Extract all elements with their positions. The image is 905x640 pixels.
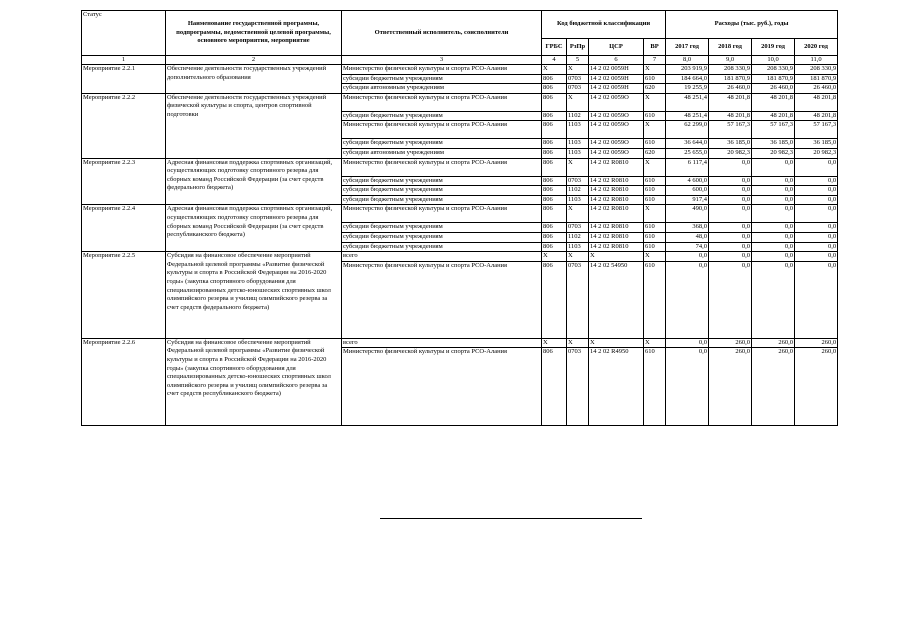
grbs-cell: 806 (542, 223, 567, 233)
index-cell: 3 (342, 56, 542, 65)
value-2017-cell: 25 655,0 (666, 148, 709, 158)
grbs-cell: 806 (542, 93, 567, 111)
csr-cell: 14 2 02 R4950 (589, 348, 644, 426)
grbs-cell: X (542, 65, 567, 75)
table-body (82, 65, 838, 426)
value-2020-cell: 36 185,0 (795, 139, 838, 149)
grbs-cell: 806 (542, 121, 567, 139)
value-2017-cell: 48 251,4 (666, 93, 709, 111)
value-2020-cell: 181 870,9 (795, 74, 838, 84)
value-2020-cell: 57 167,3 (795, 121, 838, 139)
value-2019-cell: 20 982,3 (752, 148, 795, 158)
csr-cell: 14 2 02 0059О (589, 148, 644, 158)
csr-cell: 14 2 02 R0810 (589, 195, 644, 205)
grbs-cell: 806 (542, 148, 567, 158)
table-row (82, 93, 838, 111)
rzpr-cell: X (567, 65, 589, 75)
csr-header: ЦСР (589, 39, 644, 56)
value-2019-cell: 208 330,9 (752, 65, 795, 75)
name-header: Наименование государственной программы, подпрограммы, ведомственной целевой программы, основного мероприятия, мероприятие (166, 11, 342, 56)
vr-cell: X (644, 93, 666, 111)
rzpr-cell: 0703 (567, 84, 589, 94)
value-2018-cell: 36 185,0 (709, 139, 752, 149)
status-cell: Мероприятие 2.2.6 (82, 338, 166, 426)
rzpr-cell: 1102 (567, 111, 589, 121)
vr-cell: 610 (644, 74, 666, 84)
vr-cell: X (644, 121, 666, 139)
grbs-cell: 806 (542, 205, 567, 223)
value-2017-cell: 36 644,0 (666, 139, 709, 149)
csr-cell: 14 2 02 R0810 (589, 232, 644, 242)
budget-table (81, 10, 838, 426)
value-2018-cell: 260,0 (709, 338, 752, 348)
rzpr-cell: 0703 (567, 261, 589, 338)
year-2019-header: 2019 год (752, 39, 795, 56)
measure-name-cell: Субсидия на финансовое обеспечение мероприятий Федеральной целевой программы «Развитие физической культуры и спорта в Российской Федерации на 2016-2020 годы» (закупка спортивного оборудования для специализированных детско-юношеских спортивных школ олимпийского резерва и училищ олимпийского резерва за счет средств федерального бюджета) (166, 252, 342, 339)
value-2017-cell: 184 664,0 (666, 74, 709, 84)
rzpr-cell: 1103 (567, 139, 589, 149)
value-2019-cell: 0,0 (752, 242, 795, 252)
value-2020-cell: 0,0 (795, 242, 838, 252)
value-2020-cell: 48 201,8 (795, 111, 838, 121)
executor-cell: субсидии бюджетным учреждениям (342, 186, 542, 196)
value-2018-cell: 260,0 (709, 348, 752, 426)
value-2020-cell: 0,0 (795, 232, 838, 242)
vr-cell: 610 (644, 195, 666, 205)
value-2020-cell: 20 982,3 (795, 148, 838, 158)
value-2020-cell: 48 201,8 (795, 93, 838, 111)
value-2019-cell: 0,0 (752, 158, 795, 176)
vr-cell: 610 (644, 242, 666, 252)
csr-cell: 14 2 02 0059О (589, 121, 644, 139)
value-2017-cell: 48,0 (666, 232, 709, 242)
value-2017-cell: 203 919,9 (666, 65, 709, 75)
value-2017-cell: 0,0 (666, 261, 709, 338)
executor-cell: субсидии бюджетным учреждениям (342, 242, 542, 252)
status-cell: Мероприятие 2.2.2 (82, 93, 166, 158)
measure-name-cell: Обеспечение деятельности государственных учреждений дополнительного образования (166, 65, 342, 94)
csr-cell: 14 2 02 R0810 (589, 186, 644, 196)
rzpr-cell: 0703 (567, 223, 589, 233)
grbs-cell: 806 (542, 186, 567, 196)
executor-cell: субсидии бюджетным учреждениям (342, 111, 542, 121)
rzpr-cell: X (567, 205, 589, 223)
value-2018-cell: 48 201,8 (709, 111, 752, 121)
value-2020-cell: 0,0 (795, 158, 838, 176)
value-2018-cell: 0,0 (709, 242, 752, 252)
executor-cell: Министерство физической культуры и спорта РСО-Алания (342, 158, 542, 176)
vr-cell: 610 (644, 186, 666, 196)
executor-cell: Министерство физической культуры и спорта РСО-Алания (342, 348, 542, 426)
measure-name-cell: Адресная финансовая поддержка спортивных организаций, осуществляющих подготовку спортивного резерва для сборных команд Российской Федерации (за счет средств федерального бюджета) (166, 158, 342, 205)
table-row (82, 158, 838, 176)
vr-cell: X (644, 158, 666, 176)
value-2018-cell: 0,0 (709, 158, 752, 176)
value-2019-cell: 0,0 (752, 223, 795, 233)
vr-cell: X (644, 252, 666, 262)
value-2020-cell: 260,0 (795, 348, 838, 426)
csr-cell: 14 2 02 R0810 (589, 205, 644, 223)
measure-name-cell: Обеспечение деятельности государственных учреждений физической культуры и спорта, центров спортивной подготовки (166, 93, 342, 158)
kbk-header: Код бюджетной классификации (542, 11, 666, 39)
value-2020-cell: 208 330,9 (795, 65, 838, 75)
index-cell: 11,0 (795, 56, 838, 65)
status-header: Статус (82, 11, 166, 56)
value-2017-cell: 0,0 (666, 338, 709, 348)
value-2017-cell: 19 255,9 (666, 84, 709, 94)
grbs-cell: 806 (542, 348, 567, 426)
status-cell: Мероприятие 2.2.1 (82, 65, 166, 94)
value-2020-cell: 0,0 (795, 261, 838, 338)
value-2017-cell: 62 299,0 (666, 121, 709, 139)
vr-cell: 610 (644, 261, 666, 338)
executor-cell: субсидии автономным учреждениям (342, 84, 542, 94)
value-2017-cell: 0,0 (666, 252, 709, 262)
index-cell: 4 (542, 56, 567, 65)
value-2020-cell: 0,0 (795, 186, 838, 196)
value-2018-cell: 0,0 (709, 232, 752, 242)
grbs-cell: 806 (542, 242, 567, 252)
csr-cell: 14 2 02 0059Н (589, 84, 644, 94)
rzpr-cell: X (567, 252, 589, 262)
value-2020-cell: 260,0 (795, 338, 838, 348)
value-2019-cell: 260,0 (752, 338, 795, 348)
index-cell: 1 (82, 56, 166, 65)
vr-cell: 620 (644, 148, 666, 158)
csr-cell: 14 2 02 0059О (589, 111, 644, 121)
value-2020-cell: 0,0 (795, 195, 838, 205)
index-cell: 10,0 (752, 56, 795, 65)
value-2019-cell: 0,0 (752, 205, 795, 223)
vr-header: ВР (644, 39, 666, 56)
vr-cell: X (644, 205, 666, 223)
value-2017-cell: 0,0 (666, 348, 709, 426)
value-2019-cell: 0,0 (752, 261, 795, 338)
rzpr-cell: 0703 (567, 74, 589, 84)
value-2018-cell: 0,0 (709, 186, 752, 196)
executor-cell: субсидии бюджетным учреждениям (342, 195, 542, 205)
csr-cell: 14 2 02 0059Н (589, 65, 644, 75)
value-2019-cell: 0,0 (752, 252, 795, 262)
csr-cell: 14 2 02 0059Н (589, 74, 644, 84)
measure-name-cell: Субсидия на финансовое обеспечение мероприятий Федеральной целевой программы «Развитие физической культуры и спорта в Российской Федерации на 2016-2020 годы» (закупка спортивного оборудования для специализированных детско-юношеских спортивных школ олимпийского резерва и училищ олимпийского резерва за счет средств республиканского бюджета) (166, 338, 342, 426)
column-index-row (82, 56, 838, 65)
status-cell: Мероприятие 2.2.4 (82, 205, 166, 252)
grbs-header: ГРБС (542, 39, 567, 56)
table-row (82, 252, 838, 262)
rzpr-cell: X (567, 93, 589, 111)
executor-cell: субсидии автономным учреждениям (342, 148, 542, 158)
executor-cell: Министерство физической культуры и спорта РСО-Алания (342, 205, 542, 223)
value-2019-cell: 48 201,8 (752, 111, 795, 121)
measure-name-cell: Адресная финансовая поддержка спортивных организаций, осуществляющих подготовку спортивного резерва для сборных команд Российской Федерации (за счет средств республиканского бюджета) (166, 205, 342, 252)
value-2020-cell: 0,0 (795, 205, 838, 223)
value-2019-cell: 0,0 (752, 176, 795, 186)
table-row (82, 205, 838, 223)
value-2017-cell: 48 251,4 (666, 111, 709, 121)
vr-cell: 610 (644, 176, 666, 186)
executor-cell: Министерство физической культуры и спорта РСО-Алания (342, 121, 542, 139)
value-2020-cell: 0,0 (795, 223, 838, 233)
grbs-cell: 806 (542, 84, 567, 94)
header-row (82, 11, 838, 39)
grbs-cell: 806 (542, 195, 567, 205)
value-2018-cell: 26 460,0 (709, 84, 752, 94)
value-2018-cell: 0,0 (709, 261, 752, 338)
executor-cell: Министерство физической культуры и спорта РСО-Алания (342, 93, 542, 111)
executor-cell: субсидии бюджетным учреждениям (342, 232, 542, 242)
csr-cell: 14 2 02 R0810 (589, 242, 644, 252)
value-2020-cell: 0,0 (795, 252, 838, 262)
value-2018-cell: 0,0 (709, 176, 752, 186)
value-2020-cell: 26 460,0 (795, 84, 838, 94)
csr-cell: 14 2 02 0059О (589, 93, 644, 111)
value-2019-cell: 48 201,8 (752, 93, 795, 111)
rzpr-cell: 1102 (567, 186, 589, 196)
executor-cell: Министерство физической культуры и спорта РСО-Алания (342, 261, 542, 338)
grbs-cell: 806 (542, 176, 567, 186)
value-2019-cell: 181 870,9 (752, 74, 795, 84)
csr-cell: X (589, 252, 644, 262)
vr-cell: 610 (644, 223, 666, 233)
status-cell: Мероприятие 2.2.3 (82, 158, 166, 205)
value-2017-cell: 6 117,4 (666, 158, 709, 176)
rzpr-cell: 0703 (567, 176, 589, 186)
executor-cell: всего (342, 338, 542, 348)
index-cell: 5 (567, 56, 589, 65)
vr-cell: 610 (644, 348, 666, 426)
grbs-cell: X (542, 252, 567, 262)
vr-cell: X (644, 338, 666, 348)
index-cell: 6 (589, 56, 644, 65)
value-2018-cell: 0,0 (709, 205, 752, 223)
value-2018-cell: 0,0 (709, 223, 752, 233)
csr-cell: 14 2 02 R0810 (589, 223, 644, 233)
value-2019-cell: 0,0 (752, 232, 795, 242)
grbs-cell: 806 (542, 139, 567, 149)
value-2019-cell: 0,0 (752, 186, 795, 196)
index-cell: 7 (644, 56, 666, 65)
value-2017-cell: 600,0 (666, 186, 709, 196)
index-cell: 2 (166, 56, 342, 65)
rzpr-cell: X (567, 338, 589, 348)
executor-cell: субсидии бюджетным учреждениям (342, 176, 542, 186)
executor-header: Ответственный исполнитель, соисполнители (342, 11, 542, 56)
executor-cell: Министерство физической культуры и спорта РСО-Алания (342, 65, 542, 75)
expenses-header: Расходы (тыс. руб.), годы (666, 11, 838, 39)
csr-cell: 14 2 02 0059О (589, 139, 644, 149)
value-2020-cell: 0,0 (795, 176, 838, 186)
value-2019-cell: 26 460,0 (752, 84, 795, 94)
grbs-cell: 806 (542, 74, 567, 84)
executor-cell: субсидии бюджетным учреждениям (342, 139, 542, 149)
value-2018-cell: 20 982,3 (709, 148, 752, 158)
table-row (82, 338, 838, 348)
rzpr-cell: 1103 (567, 195, 589, 205)
value-2017-cell: 917,4 (666, 195, 709, 205)
value-2018-cell: 181 870,9 (709, 74, 752, 84)
executor-cell: всего (342, 252, 542, 262)
rzpr-cell: 1102 (567, 232, 589, 242)
year-2017-header: 2017 год (666, 39, 709, 56)
value-2017-cell: 368,0 (666, 223, 709, 233)
executor-cell: субсидии бюджетным учреждениям (342, 223, 542, 233)
value-2018-cell: 0,0 (709, 195, 752, 205)
value-2017-cell: 490,0 (666, 205, 709, 223)
year-2018-header: 2018 год (709, 39, 752, 56)
value-2019-cell: 57 167,3 (752, 121, 795, 139)
value-2019-cell: 36 185,0 (752, 139, 795, 149)
value-2018-cell: 208 330,9 (709, 65, 752, 75)
vr-cell: 610 (644, 232, 666, 242)
status-cell: Мероприятие 2.2.5 (82, 252, 166, 339)
grbs-cell: 806 (542, 111, 567, 121)
executor-cell: субсидии бюджетным учреждениям (342, 74, 542, 84)
value-2019-cell: 260,0 (752, 348, 795, 426)
grbs-cell: 806 (542, 158, 567, 176)
value-2018-cell: 0,0 (709, 252, 752, 262)
table-row (82, 65, 838, 75)
value-2018-cell: 57 167,3 (709, 121, 752, 139)
grbs-cell: 806 (542, 261, 567, 338)
csr-cell: 14 2 02 54950 (589, 261, 644, 338)
value-2017-cell: 4 600,0 (666, 176, 709, 186)
rzpr-header: РзПр (567, 39, 589, 56)
grbs-cell: 806 (542, 232, 567, 242)
value-2019-cell: 0,0 (752, 195, 795, 205)
rzpr-cell: 1103 (567, 148, 589, 158)
rzpr-cell: 0703 (567, 348, 589, 426)
csr-cell: 14 2 02 R0810 (589, 176, 644, 186)
rzpr-cell: X (567, 158, 589, 176)
csr-cell: X (589, 338, 644, 348)
vr-cell: 610 (644, 111, 666, 121)
value-2017-cell: 74,0 (666, 242, 709, 252)
rzpr-cell: 1103 (567, 121, 589, 139)
index-cell: 8,0 (666, 56, 709, 65)
document-page (81, 10, 838, 426)
vr-cell: X (644, 65, 666, 75)
separator-line (380, 518, 642, 519)
vr-cell: 620 (644, 84, 666, 94)
rzpr-cell: 1103 (567, 242, 589, 252)
value-2018-cell: 48 201,8 (709, 93, 752, 111)
grbs-cell: X (542, 338, 567, 348)
year-2020-header: 2020 год (795, 39, 838, 56)
index-cell: 9,0 (709, 56, 752, 65)
vr-cell: 610 (644, 139, 666, 149)
csr-cell: 14 2 02 R0810 (589, 158, 644, 176)
